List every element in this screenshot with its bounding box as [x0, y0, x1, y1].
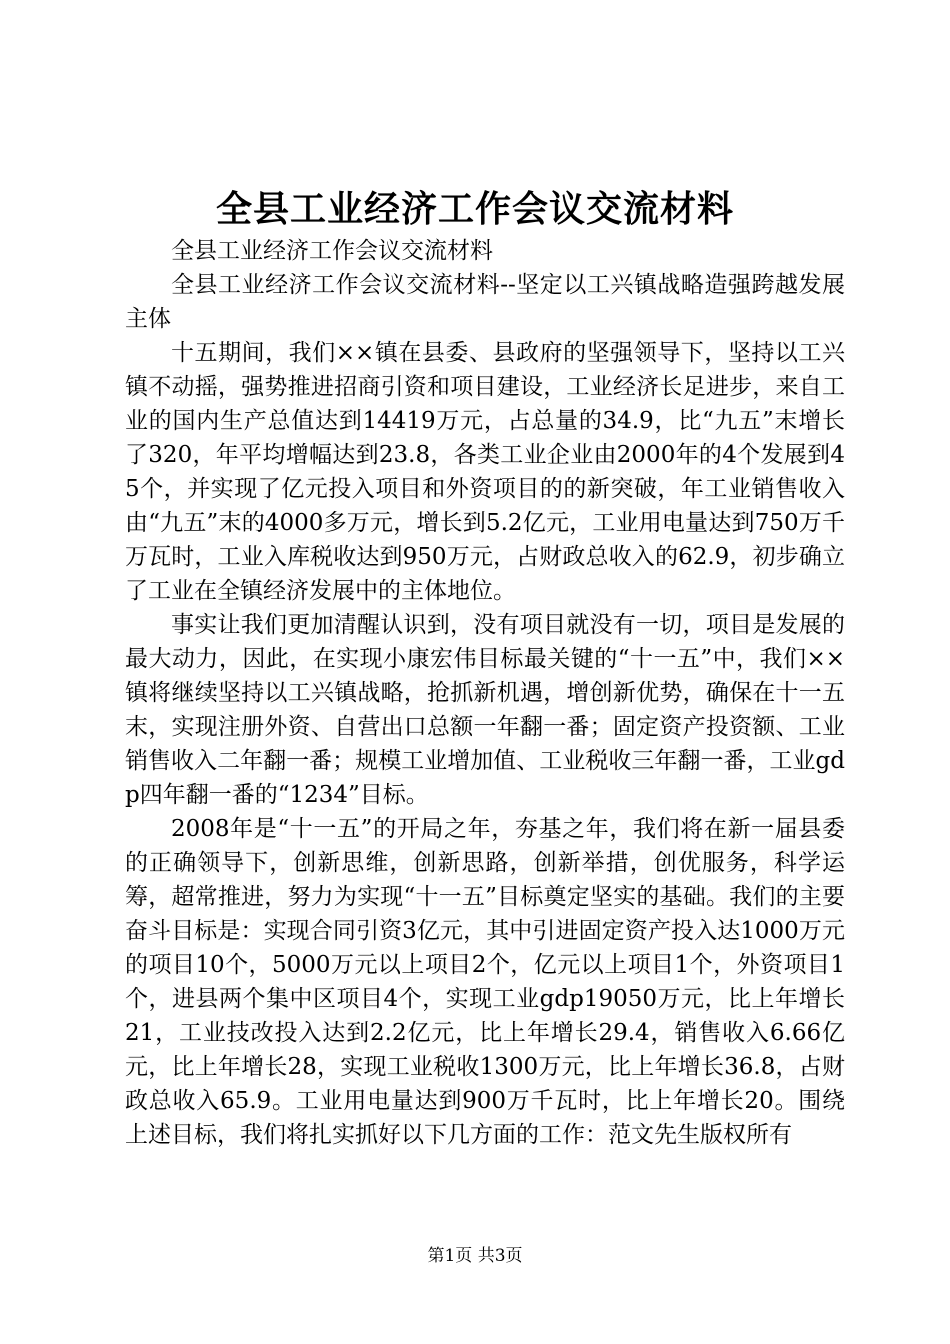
- paragraph-heading: 全县工业经济工作会议交流材料: [171, 238, 493, 264]
- page-footer: 第1页 共3页: [427, 1246, 523, 1266]
- paragraph-goals: 2008年是“十一五”的开局之年，夯基之年，我们将在新一届县委的正确领导下，创新思维，创新思路，创新举措，创优服务，科学运筹，超常推进，努力为实现“十一五”目标奠定坚实的基础。我们的主要奋斗目标是：实现合同引资3亿元，其中引进固定资产投入达1000万元的项目10个，5000万元以上项目2个，亿元以上项目1个，外资项目1个，进县两个集中区项目4个，实现工业gdp19050万元，比上年增长21，工业技改投入达到2.2亿元，比上年增长29.4，销售收入6.66亿元，比上年增长28，实现工业税收1300万元，比上年增长36.8，占财政总收入65.9。工业用电量达到900万千瓦时，比上年增长20。围绕上述目标，我们将扎实抓好以下几方面的工作：范文先生版权所有: [125, 816, 845, 1148]
- paragraph-strategy: 事实让我们更加清醒认识到，没有项目就没有一切，项目是发展的最大动力，因此，在实现小康宏伟目标最关键的“十一五”中，我们××镇将继续坚持以工兴镇战略，抢抓新机遇，增创新优势，确保在十一五末，实现注册外资、自营出口总额一年翻一番；固定资产投资额、工业销售收入二年翻一番；规模工业增加值、工业税收三年翻一番，工业gdp四年翻一番的“1234”目标。: [125, 612, 845, 808]
- document-title: 全县工业经济工作会议交流材料: [215, 188, 734, 230]
- paragraph-review: 十五期间，我们××镇在县委、县政府的坚强领导下，坚持以工兴镇不动摇，强势推进招商引资和项目建设，工业经济长足进步，来自工业的国内生产总值达到14419万元，占总量的34.9，比“九五”末增长了320，年平均增幅达到23.8，各类工业企业由2000年的4个发展到45个，并实现了亿元投入项目和外资项目的的新突破，年工业销售收入由“九五”末的4000多万元，增长到5.2亿元，工业用电量达到750万千万瓦时，工业入库税收达到950万元，占财政总收入的62.9，初步确立了工业在全镇经济发展中的主体地位。: [125, 340, 845, 604]
- document-body: [125, 234, 845, 1152]
- paragraph-subtitle: 全县工业经济工作会议交流材料--坚定以工兴镇战略造强跨越发展主体: [125, 272, 845, 332]
